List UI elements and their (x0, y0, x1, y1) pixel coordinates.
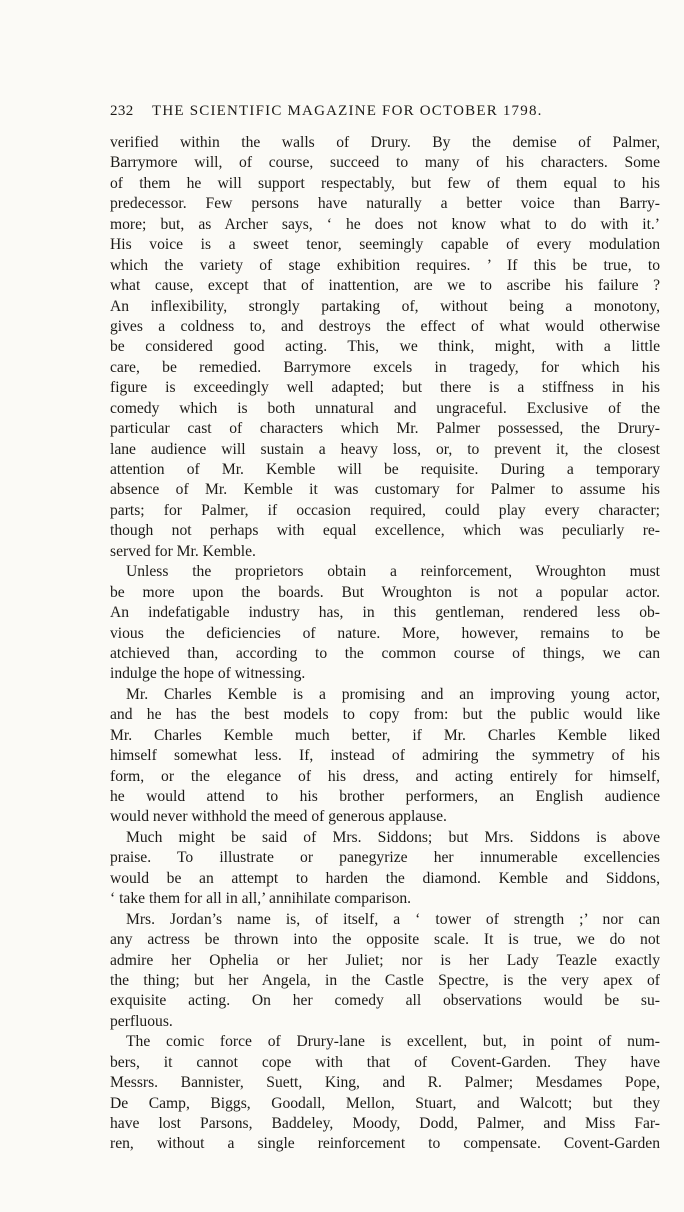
text-line: ‘ take them for all in all,’ annihilate comparison. (110, 890, 412, 908)
text-line: exquisite acting. On her comedy all observations would be su- (110, 992, 660, 1010)
text-line: De Camp, Biggs, Goodall, Mellon, Stuart, and Walcott; but they (110, 1094, 660, 1112)
text-line: more; but, as Archer says, ‘ he does not know what to do with it.’ (110, 215, 660, 233)
text-line: which the variety of stage exhibition requires. ’ If this be true, to (110, 256, 660, 274)
text-line: care, be remedied. Barrymore excels in tragedy, for which his (110, 358, 660, 376)
text-line: Messrs. Bannister, Suett, King, and R. Palmer; Mesdames Pope, (110, 1074, 660, 1092)
text-line: atchieved than, according to the common course of things, we can (110, 644, 660, 662)
page-number: 232 (110, 103, 134, 119)
running-header (110, 103, 660, 133)
text-line: vious the deficiencies of nature. More, however, remains to be (110, 624, 660, 642)
text-line: indulge the hope of witnessing. (110, 665, 306, 683)
running-title: THE SCIENTIFIC MAGAZINE FOR OCTOBER 1798. (152, 103, 543, 119)
text-line: Barrymore will, of course, succeed to many of his characters. Some (110, 154, 660, 172)
text-line: be more upon the boards. But Wroughton is not a popular actor. (110, 583, 660, 601)
text-line: form, or the elegance of his dress, and acting entirely for himself, (110, 767, 660, 785)
text-line: Unless the proprietors obtain a reinforcement, Wroughton must (126, 563, 660, 581)
text-line: An inflexibility, strongly partaking of, without being a monotony, (110, 297, 660, 315)
text-line: Mr. Charles Kemble much better, if Mr. Charles Kemble liked (110, 726, 660, 744)
text-line: be considered good acting. This, we think, might, with a little (110, 338, 660, 356)
text-line: admire her Ophelia or her Juliet; nor is her Lady Teazle exactly (110, 951, 660, 969)
text-line: figure is exceedingly well adapted; but there is a stiffness in his (110, 379, 660, 397)
text-line: Mrs. Jordan’s name is, of itself, a ‘ tower of strength ;’ nor can (126, 910, 660, 928)
text-line: would be an attempt to harden the diamond. Kemble and Siddons, (110, 869, 660, 887)
text-line: predecessor. Few persons have naturally a better voice than Barry- (110, 195, 660, 213)
text-line: An indefatigable industry has, in this gentleman, rendered less ob- (110, 604, 660, 622)
text-line: Much might be said of Mrs. Siddons; but Mrs. Siddons is above (126, 828, 660, 846)
text-line: any actress be thrown into the opposite scale. It is true, we do not (110, 931, 660, 949)
text-line: the thing; but her Angela, in the Castle Spectre, is the very apex of (110, 971, 660, 989)
text-line: he would attend to his brother performers, an English audience (110, 788, 660, 805)
text-line: perfluous. (110, 1012, 173, 1030)
text-line: His voice is a sweet tenor, seemingly capable of every modulation (110, 236, 660, 254)
text-line: of them he will support respectably, but few of them equal to his (110, 174, 660, 192)
text-line: Mr. Charles Kemble is a promising and an improving young actor, (126, 685, 660, 703)
article-body (110, 133, 660, 1155)
text-line: what cause, except that of inattention, are we to ascribe his failure ? (110, 277, 660, 295)
text-line: would never withhold the meed of generous applause. (110, 808, 447, 826)
text-line: though not perhaps with equal excellence, which was peculiarly re- (110, 522, 660, 540)
text-line: gives a coldness to, and destroys the effect of what would otherwise (110, 317, 660, 335)
text-line: absence of Mr. Kemble it was customary for Palmer to assume his (110, 481, 660, 499)
text-line: bers, it cannot cope with that of Covent-Garden. They have (110, 1053, 660, 1071)
text-line: served for Mr. Kemble. (110, 542, 256, 560)
text-line: lane audience will sustain a heavy loss, or, to prevent it, the closest (110, 440, 660, 458)
text-line: verified within the walls of Drury. By the demise of Palmer, (110, 134, 660, 151)
text-line: himself somewhat less. If, instead of admiring the symmetry of his (110, 747, 660, 765)
text-line: attention of Mr. Kemble will be requisite. During a temporary (110, 461, 660, 478)
text-line: The comic force of Drury-lane is excellent, but, in point of num- (126, 1033, 660, 1051)
text-line: parts; for Palmer, if occasion required, could play every character; (110, 501, 660, 519)
text-line: have lost Parsons, Baddeley, Moody, Dodd, Palmer, and Miss Far- (110, 1115, 660, 1132)
text-line: comedy which is both unnatural and ungraceful. Exclusive of the (110, 399, 660, 417)
text-line: ren, without a single reinforcement to compensate. Covent-Garden (110, 1135, 660, 1153)
text-line: praise. To illustrate or panegyrize her innumerable excellencies (110, 849, 660, 867)
text-line: and he has the best models to copy from: but the public would like (110, 706, 660, 724)
text-line: particular cast of characters which Mr. Palmer possessed, the Drury- (110, 420, 660, 438)
